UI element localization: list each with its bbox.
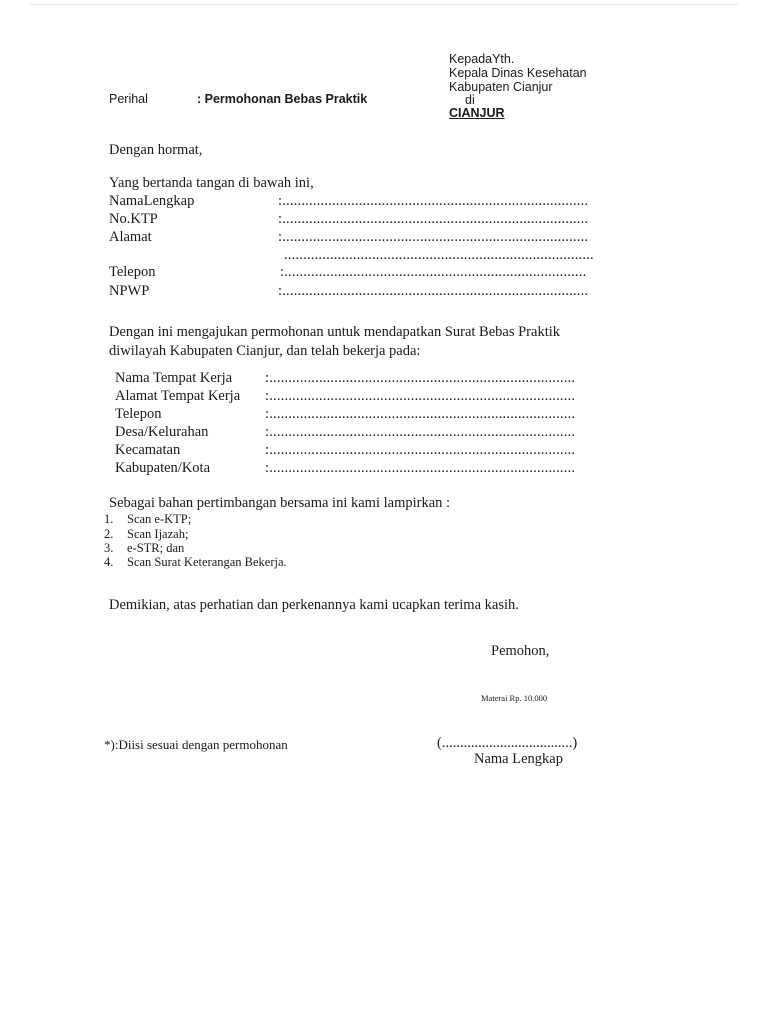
signature-name-caption: Nama Lengkap: [474, 751, 563, 767]
field-blank-alamat: :................................................................................: [278, 229, 589, 245]
field-blank-telepon-kerja: :................................................................................: [265, 406, 576, 422]
stamp-note: Materai Rp. 10.000: [481, 693, 548, 703]
field-blank-alamat-line-2: .................................................................................: [284, 247, 594, 263]
request-line-2: diwilayah Kabupaten Cianjur, dan telah bekerja pada:: [109, 343, 421, 359]
greeting: Dengan hormat,: [109, 142, 203, 158]
field-label-no-ktp: No.KTP: [109, 211, 158, 227]
recipient-line-3: Kabupaten Cianjur: [449, 80, 553, 94]
field-label-desa-kelurahan: Desa/Kelurahan: [115, 424, 209, 440]
field-blank-kabupaten-kota: :................................................................................: [265, 460, 576, 476]
field-label-kecamatan: Kecamatan: [115, 442, 181, 458]
page-top-border: [30, 4, 738, 5]
field-label-kabupaten-kota: Kabupaten/Kota: [115, 460, 211, 476]
attachment-item-3: e-STR; dan: [127, 541, 185, 555]
field-blank-telepon: :...............................................................................: [280, 264, 587, 280]
closing-text: Demikian, atas perhatian dan perkenannya kami ucapkan terima kasih.: [109, 597, 519, 613]
recipient-city: CIANJUR: [449, 106, 505, 120]
recipient-line-4: di: [465, 93, 475, 107]
recipient-line-1: KepadaYth.: [449, 52, 515, 66]
subject-label: Perihal: [109, 92, 148, 106]
field-blank-alamat-tempat-kerja: :................................................................................: [265, 388, 576, 404]
field-blank-nama-lengkap: :................................................................................: [278, 193, 589, 209]
field-label-nama-lengkap: NamaLengkap: [109, 193, 195, 209]
intro-text: Yang bertanda tangan di bawah ini,: [109, 175, 314, 191]
attachment-item-1: Scan e-KTP;: [127, 512, 192, 526]
footnote: *):Diisi sesuai dengan permohonan: [104, 737, 288, 752]
field-label-nama-tempat-kerja: Nama Tempat Kerja: [115, 370, 233, 386]
field-label-telepon: Telepon: [109, 264, 156, 280]
field-blank-desa-kelurahan: :................................................................................: [265, 424, 576, 440]
attachments-intro: Sebagai bahan pertimbangan bersama ini kami lampirkan :: [109, 495, 451, 511]
field-blank-kecamatan: :................................................................................: [265, 442, 576, 458]
applicant-label: Pemohon,: [491, 643, 550, 659]
field-label-telepon-kerja: Telepon: [115, 406, 162, 422]
attachment-num-3: 3.: [104, 541, 114, 555]
attachment-num-4: 4.: [104, 555, 114, 569]
attachment-num-2: 2.: [104, 527, 114, 541]
request-line-1: Dengan ini mengajukan permohonan untuk mendapatkan Surat Bebas Praktik: [109, 324, 561, 340]
field-label-alamat-tempat-kerja: Alamat Tempat Kerja: [115, 388, 241, 404]
attachment-item-4: Scan Surat Keterangan Bekerja.: [127, 555, 287, 569]
field-blank-no-ktp: :................................................................................: [278, 211, 589, 227]
recipient-line-2: Kepala Dinas Kesehatan: [449, 66, 587, 80]
attachment-num-1: 1.: [104, 512, 114, 526]
field-blank-npwp: :................................................................................: [278, 283, 589, 299]
signature-name-line: (....................................): [437, 735, 578, 751]
attachment-item-2: Scan Ijazah;: [127, 527, 189, 541]
field-label-npwp: NPWP: [109, 283, 150, 299]
field-blank-nama-tempat-kerja: :................................................................................: [265, 370, 576, 386]
field-label-alamat: Alamat: [109, 229, 152, 245]
subject-value: : Permohonan Bebas Praktik: [197, 92, 368, 106]
